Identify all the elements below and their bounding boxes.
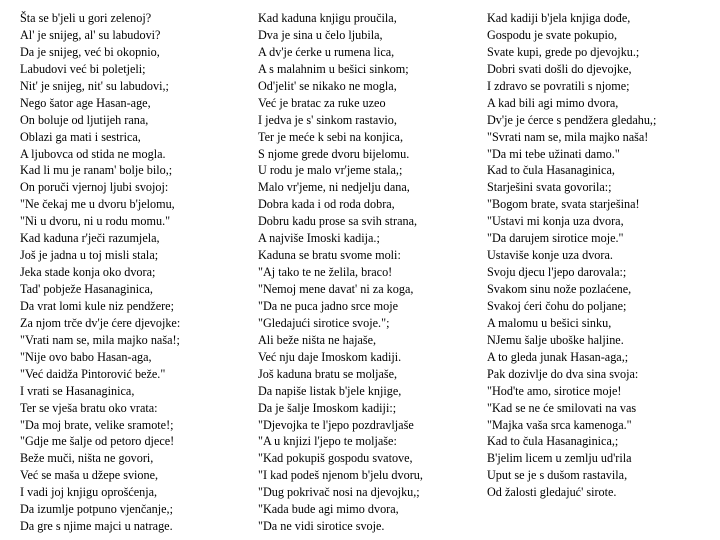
verse-line: "Bogom brate, svata starješina! (487, 197, 640, 212)
verse-line: Kad li mu je ranam' bolje bilo,; (20, 163, 173, 178)
verse-line: "Djevojka te l'jepo pozdravljaše (258, 417, 414, 432)
verse-line: "Već daidža Pintorović beže." (20, 366, 166, 381)
verse-line: On boluje od ljutijeh rana, (20, 112, 149, 127)
verse-line: Da napiše listak b'jele knjige, (258, 383, 402, 398)
verse-line: S njome grede dvoru bijelomu. (258, 146, 410, 161)
verse-line: Da gre s njime majci u natrage. (20, 519, 173, 534)
verse-line: "Kada bude agi mimo dvora, (258, 502, 399, 517)
verse-line: Dva je sina u čelo ljubila, (258, 27, 383, 42)
poem-column-3 (487, 10, 712, 501)
verse-line: Kad kaduna knjigu proučila, (258, 11, 397, 25)
verse-line: Da je snijeg, već bi okopnio, (20, 44, 160, 59)
verse-line: Od žalosti gledajuć' sirote. (487, 485, 617, 500)
verse-line: "Ne čekaj me u dvoru b'jelomu, (20, 197, 175, 212)
verse-line: Ter je meće k sebi na konjica, (258, 129, 403, 144)
verse-line: Kad to čula Hasanaginica, (487, 163, 615, 178)
verse-line: "Nije ovo babo Hasan-aga, (20, 349, 152, 364)
verse-line: Već je bratac za ruke uzeo (258, 95, 386, 110)
verse-line: Kaduna se bratu svome moli: (258, 248, 401, 263)
verse-line: Malo vr'jeme, ni nedjelju dana, (258, 180, 410, 195)
verse-line: "Ustavi mi konja uza dvora, (487, 214, 624, 229)
poem-column-1 (20, 10, 245, 535)
verse-line: Da vrat lomi kule niz pendžere; (20, 298, 174, 313)
verse-line: A to gleda junak Hasan-aga,; (487, 349, 629, 364)
verse-line: NJemu šalje uboške haljine. (487, 332, 624, 347)
verse-line: "Majka vaša srca kamenoga." (487, 417, 632, 432)
verse-line: Od'jelit' se nikako ne mogla, (258, 78, 397, 93)
verse-line: Ter se vješa bratu oko vrata: (20, 400, 158, 415)
verse-line: Već se maša u džepe svione, (20, 468, 159, 483)
verse-line: Dobru kadu prose sa svih strana, (258, 214, 418, 229)
verse-line: Starješini svata govorila:; (487, 180, 612, 195)
verse-line: Svate kupi, grede po djevojku.; (487, 44, 640, 59)
verse-line: Kad kadiji b'jela knjiga dođe, (487, 11, 631, 25)
verse-line: A dv'je ćerke u rumena lica, (258, 44, 395, 59)
verse-line: "Gdje me šalje od petoro djece! (20, 434, 175, 449)
verse-line: Jeka stade konja oko dvora; (20, 265, 156, 280)
verse-line: "Da darujem sirotice moje." (487, 231, 624, 246)
verse-line: "Da ne puca jadno srce moje (258, 298, 398, 313)
verse-line: Nit' je snijeg, nit' su labudovi,; (20, 78, 169, 93)
verse-line: U rodu je malo vr'jeme stala,; (258, 163, 403, 178)
verse-line: "A u knjizi l'jepo te moljaše: (258, 434, 397, 449)
verse-line: Još je jadna u toj misli stala; (20, 248, 159, 263)
verse-line: A s malahnim u bešici sinkom; (258, 61, 409, 76)
verse-line: A kad bili agi mimo dvora, (487, 95, 619, 110)
verse-line: A najviše Imoski kadija.; (258, 231, 380, 246)
verse-line: A malomu u bešici sinku, (487, 315, 612, 330)
verse-line: Dobri svati došli do djevojke, (487, 61, 632, 76)
verse-line: "Kad se ne će smilovati na vas (487, 400, 637, 415)
verse-line: Dv'je je ćerce s pendžera gledahu,; (487, 112, 657, 127)
verse-line: "Kad pokupiš gospodu svatove, (258, 451, 413, 466)
verse-line: Svakom sinu nože pozlaćene, (487, 282, 632, 296)
verse-line: "Dug pokrivač nosi na djevojku,; (258, 485, 420, 500)
verse-line: I vrati se Hasanaginica, (20, 383, 135, 398)
verse-line: On poruči vjernoj ljubi svojoj: (20, 180, 169, 195)
verse-line: I jedva je s' sinkom rastavio, (258, 112, 397, 127)
verse-line: Labudovi već bi poletjeli; (20, 61, 146, 76)
verse-line: Nego šator age Hasan-age, (20, 95, 151, 110)
verse-line: Još kaduna bratu se moljaše, (258, 366, 398, 381)
verse-line: I zdravo se povratili s njome; (487, 78, 630, 93)
verse-line: Šta se b'jeli u gori zelenoj? (20, 11, 152, 25)
verse-line: "Ni u dvoru, ni u rodu momu." (20, 214, 171, 229)
verse-line: Za njom trče dv'je ćere djevojke: (20, 315, 181, 330)
verse-line: "Vrati nam se, mila majko naša!; (20, 332, 180, 347)
verse-line: Beže muči, ništa ne govori, (20, 451, 154, 466)
verse-line: "Svrati nam se, mila majko naša! (487, 129, 649, 144)
verse-line: Da izumlje potpuno vjenčanje,; (20, 502, 173, 517)
verse-line: "Gledajući sirotice svoje."; (258, 315, 390, 330)
verse-line: Ali beže ništa ne hajaše, (258, 332, 377, 347)
verse-line: A ljubovca od stida ne mogla. (20, 146, 166, 161)
verse-line: "Hod'te amo, sirotice moje! (487, 383, 622, 398)
verse-line: Dobra kada i od roda dobra, (258, 197, 395, 212)
verse-line: "Da ne vidi sirotice svoje. (258, 519, 385, 534)
verse-line: Da je šalje Imoskom kadiji:; (258, 400, 397, 415)
verse-line: I vadi joj knjigu oprošćenja, (20, 485, 158, 500)
verse-line: Pak dozivlje do dva sina svoja: (487, 366, 639, 381)
verse-line: "Da mi tebe užinati damo." (487, 146, 620, 161)
verse-line: Gospodu je svate pokupio, (487, 27, 617, 42)
verse-line: Svakoj ćeri čohu do poljane; (487, 298, 627, 313)
verse-line: Svoju djecu l'jepo darovala:; (487, 265, 627, 280)
verse-line: Već nju daje Imoskom kadiji. (258, 349, 402, 364)
verse-line: "Aj tako te ne želila, braco! (258, 265, 393, 280)
verse-line: "I kad podeš njenom b'jelu dvoru, (258, 468, 423, 483)
verse-line: Kad to čula Hasanaginica,; (487, 434, 619, 449)
verse-line: Ustaviše konje uza dvora. (487, 248, 613, 263)
verse-line: Uput se je s dušom rastavila, (487, 468, 628, 483)
verse-line: B'jelim licem u zemlju ud'rila (487, 451, 632, 466)
poem-column-2 (258, 10, 478, 535)
verse-line: Tad' pobježe Hasanaginica, (20, 282, 153, 296)
verse-line: "Da moj brate, velike sramote!; (20, 417, 174, 432)
verse-line: "Nemoj mene davat' ni za koga, (258, 282, 414, 296)
verse-line: Oblazi ga mati i sestrica, (20, 129, 141, 144)
verse-line: Al' je snijeg, al' su labudovi? (20, 27, 161, 42)
verse-line: Kad kaduna r'ječi razumjela, (20, 231, 160, 246)
